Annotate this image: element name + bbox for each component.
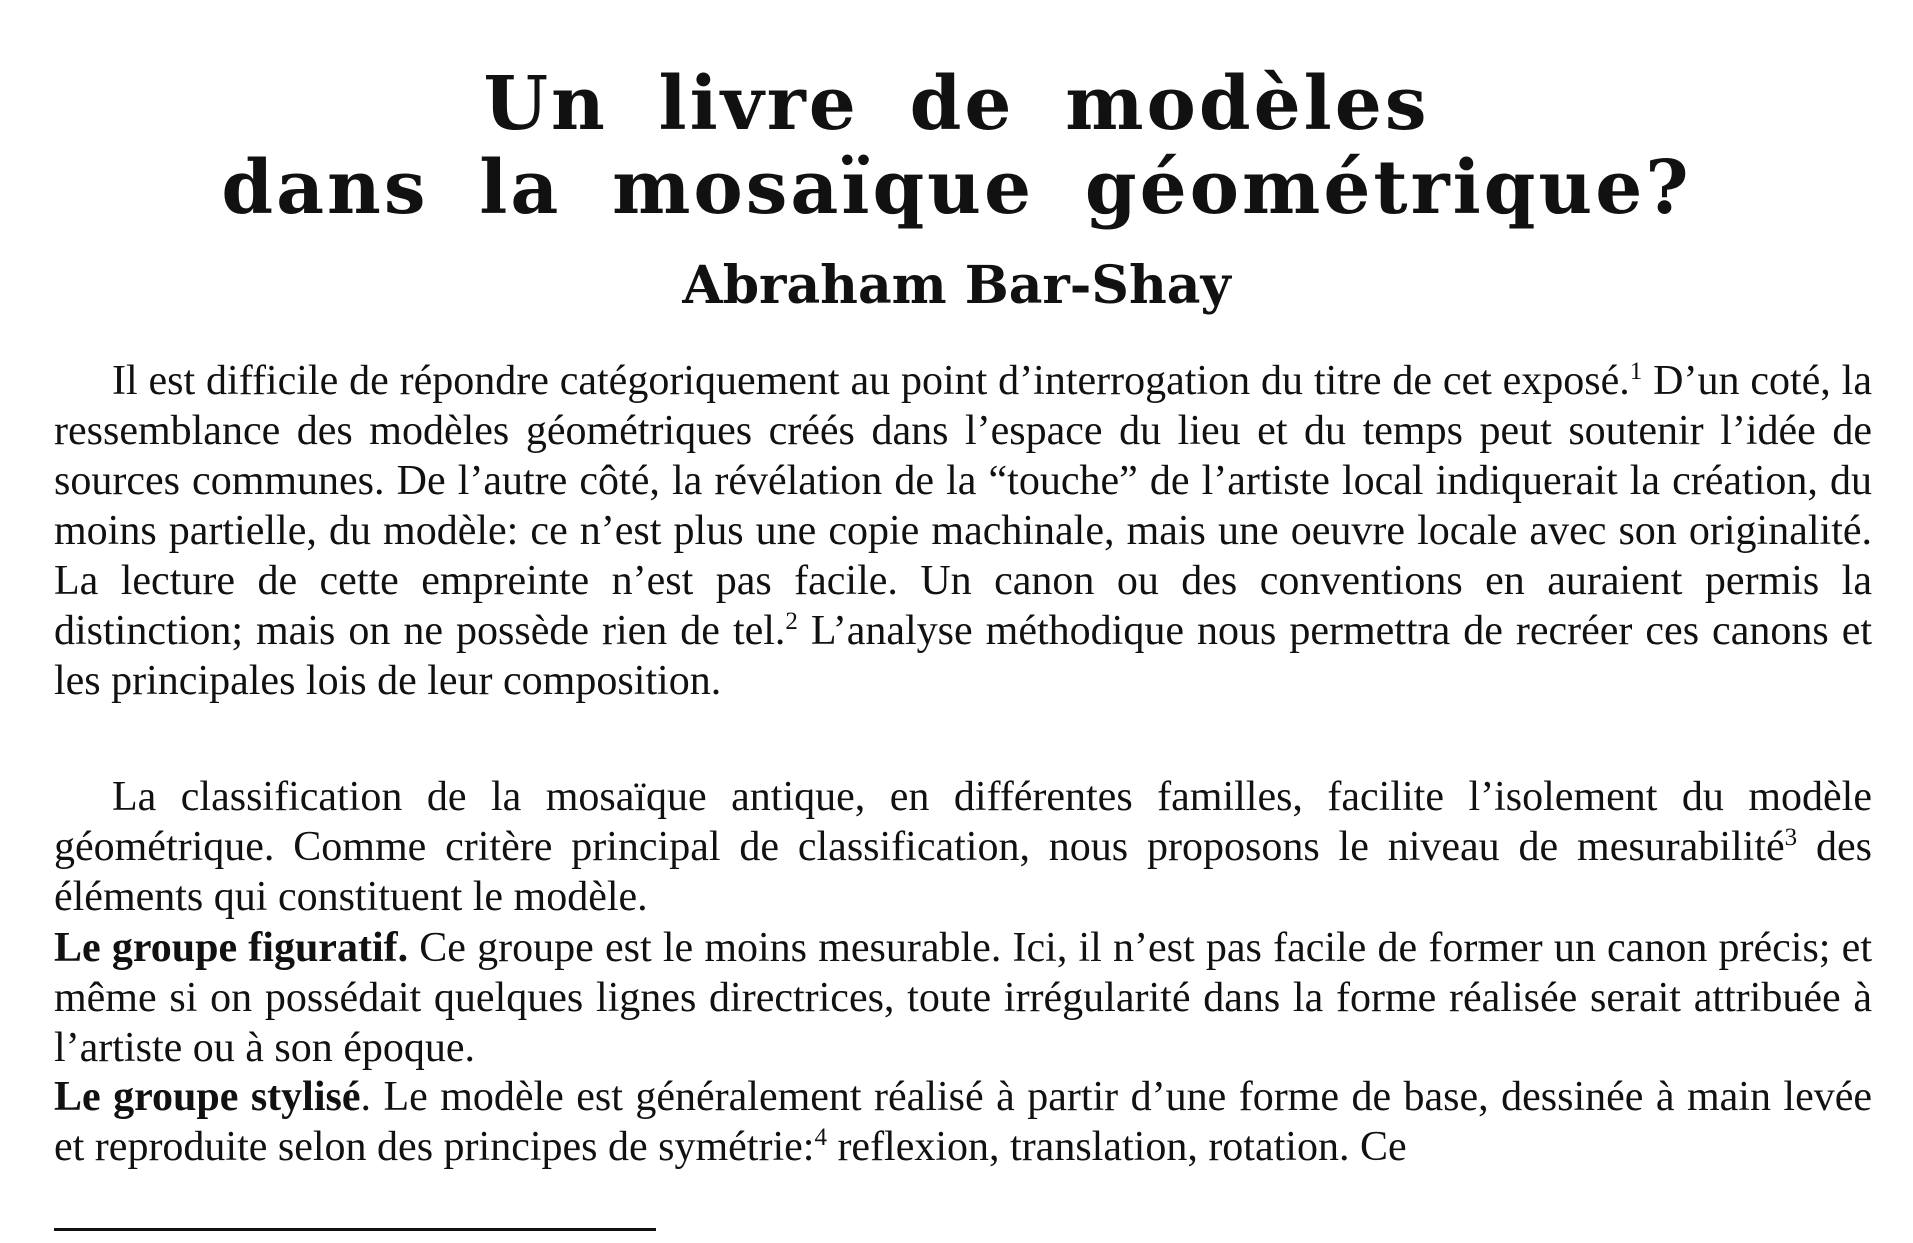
paragraph-text: Il est difficile de répondre catégoriquement au point d’interrogation du titre de cet exposé.: [112, 358, 1630, 404]
footnote-ref-4: 4: [814, 1124, 827, 1151]
title-line-2: dans la mosaïque géométrique?: [221, 145, 1692, 231]
paragraph-groupe-stylise: [54, 1072, 1872, 1172]
title-line-1: Un livre de modèles: [483, 61, 1430, 147]
footnote-ref-3: 3: [1784, 824, 1798, 851]
footnote-ref-2: 2: [785, 608, 798, 635]
paragraph-classification: [54, 772, 1872, 922]
term-groupe-stylise: Le groupe stylisé: [54, 1074, 361, 1120]
paragraph-intro: [54, 356, 1872, 706]
paragraph-groupe-figuratif: [54, 923, 1872, 1073]
author-name: Abraham Bar-Shay: [682, 255, 1231, 316]
paragraph-text: La classification de la mosaïque antique, en différentes familles, facilite l’isolement du modèle géométrique. Comme critère principal de classification, nous proposons le niveau de mesurabilité: [54, 774, 1872, 870]
footnote-ref-1: 1: [1629, 358, 1643, 385]
paragraph-text: L’analyse méthodique nous permettra de recréer ces canons et les principales lois de leur composition.: [54, 608, 1872, 704]
paragraph-text: D’un coté, la ressemblance des modèles géométriques créés dans l’espace du lieu et du temps peut soutenir l’idée de sources communes. De l’autre côté, la révélation de la “touche” de l’artiste local indiquerait la création, du moins partielle, du modèle: ce n’est plus une copie machinale, mais une oeuvre locale avec son originalité. La lecture de cette empreinte n’est pas facile. Un canon ou des conventions en auraient permis la distinction; mais on ne possède rien de tel.: [54, 358, 1872, 654]
paragraph-text: reflexion, translation, rotation. Ce: [826, 1124, 1407, 1170]
paragraph-text: . Le modèle est généralement réalisé à partir d’une forme de base, dessinée à main levée et reproduite selon des principes de symétrie:: [54, 1074, 1873, 1170]
term-groupe-figuratif: Le groupe figuratif.: [54, 925, 409, 971]
paragraph-text: Ce groupe est le moins mesurable. Ici, il n’est pas facile de former un canon précis; et même si on possédait quelques lignes directrices, toute irrégularité dans la forme réalisée serait attribuée à l’artiste ou à son époque.: [54, 925, 1872, 1071]
footnote-separator-rule: [54, 1228, 656, 1231]
paragraph-text: des éléments qui constituent le modèle.: [54, 824, 1872, 920]
